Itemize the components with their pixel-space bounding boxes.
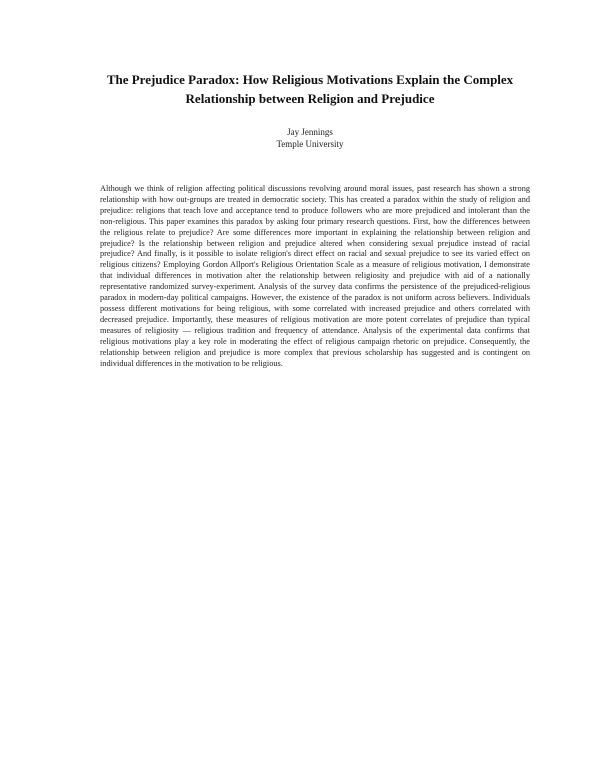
author-name: Jay Jennings [287, 127, 333, 137]
paper-title: The Prejudice Paradox: How Religious Motivations Explain the Complex Relationship between Religion and Prejudice [106, 72, 514, 106]
author-affiliation: Temple University [276, 139, 344, 149]
abstract-text: Although we think of religion affecting political discussions revolving around moral issues, past research has shown a strong relationship with how out-groups are treated in democratic society. This has created a paradox within the study of religion and prejudice: religions that teach love and acceptance tend to produce followers who are more prejudiced and intolerant than the non-religious. This paper examines this paradox by asking four primary research questions. First, how the differences between the religious relate to prejudice? Are some differences more important in explaining the relationship between religion and prejudice? Is the relationship between religion and prejudice altered when considering sexual prejudice instead of racial prejudice? And finally, is it possible to isolate religion's direct effect on racial and sexual prejudice to see its varied effect on religious citizens? Employing Gordon Allport's Religious Orientation Scale as a measure of religious motivation, I demonstrate that individual differences in motivation alter the relationship between religiosity and prejudice with aid of a nationally representative randomized survey-experiment. Analysis of the survey data confirms the persistence of the prejudiced-religious paradox in modern-day political campaigns. However, the existence of the paradox is not uniform across believers. Individuals possess different motivations for being religious, with some correlated with increased prejudice and others correlated with decreased prejudice. Importantly, these measures of religious motivation are more potent correlates of prejudice than typical measures of religiosity — religious tradition and frequency of attendance. Analysis of the experimental data confirms that religious motivations play a key role in moderating the effect of religious campaign rhetoric on prejudice. Consequently, the relationship between religion and prejudice is more complex that previous scholarship has suggested and is contingent on individual differences in the motivation to be religious. [100, 184, 530, 368]
author-block [200, 126, 420, 150]
